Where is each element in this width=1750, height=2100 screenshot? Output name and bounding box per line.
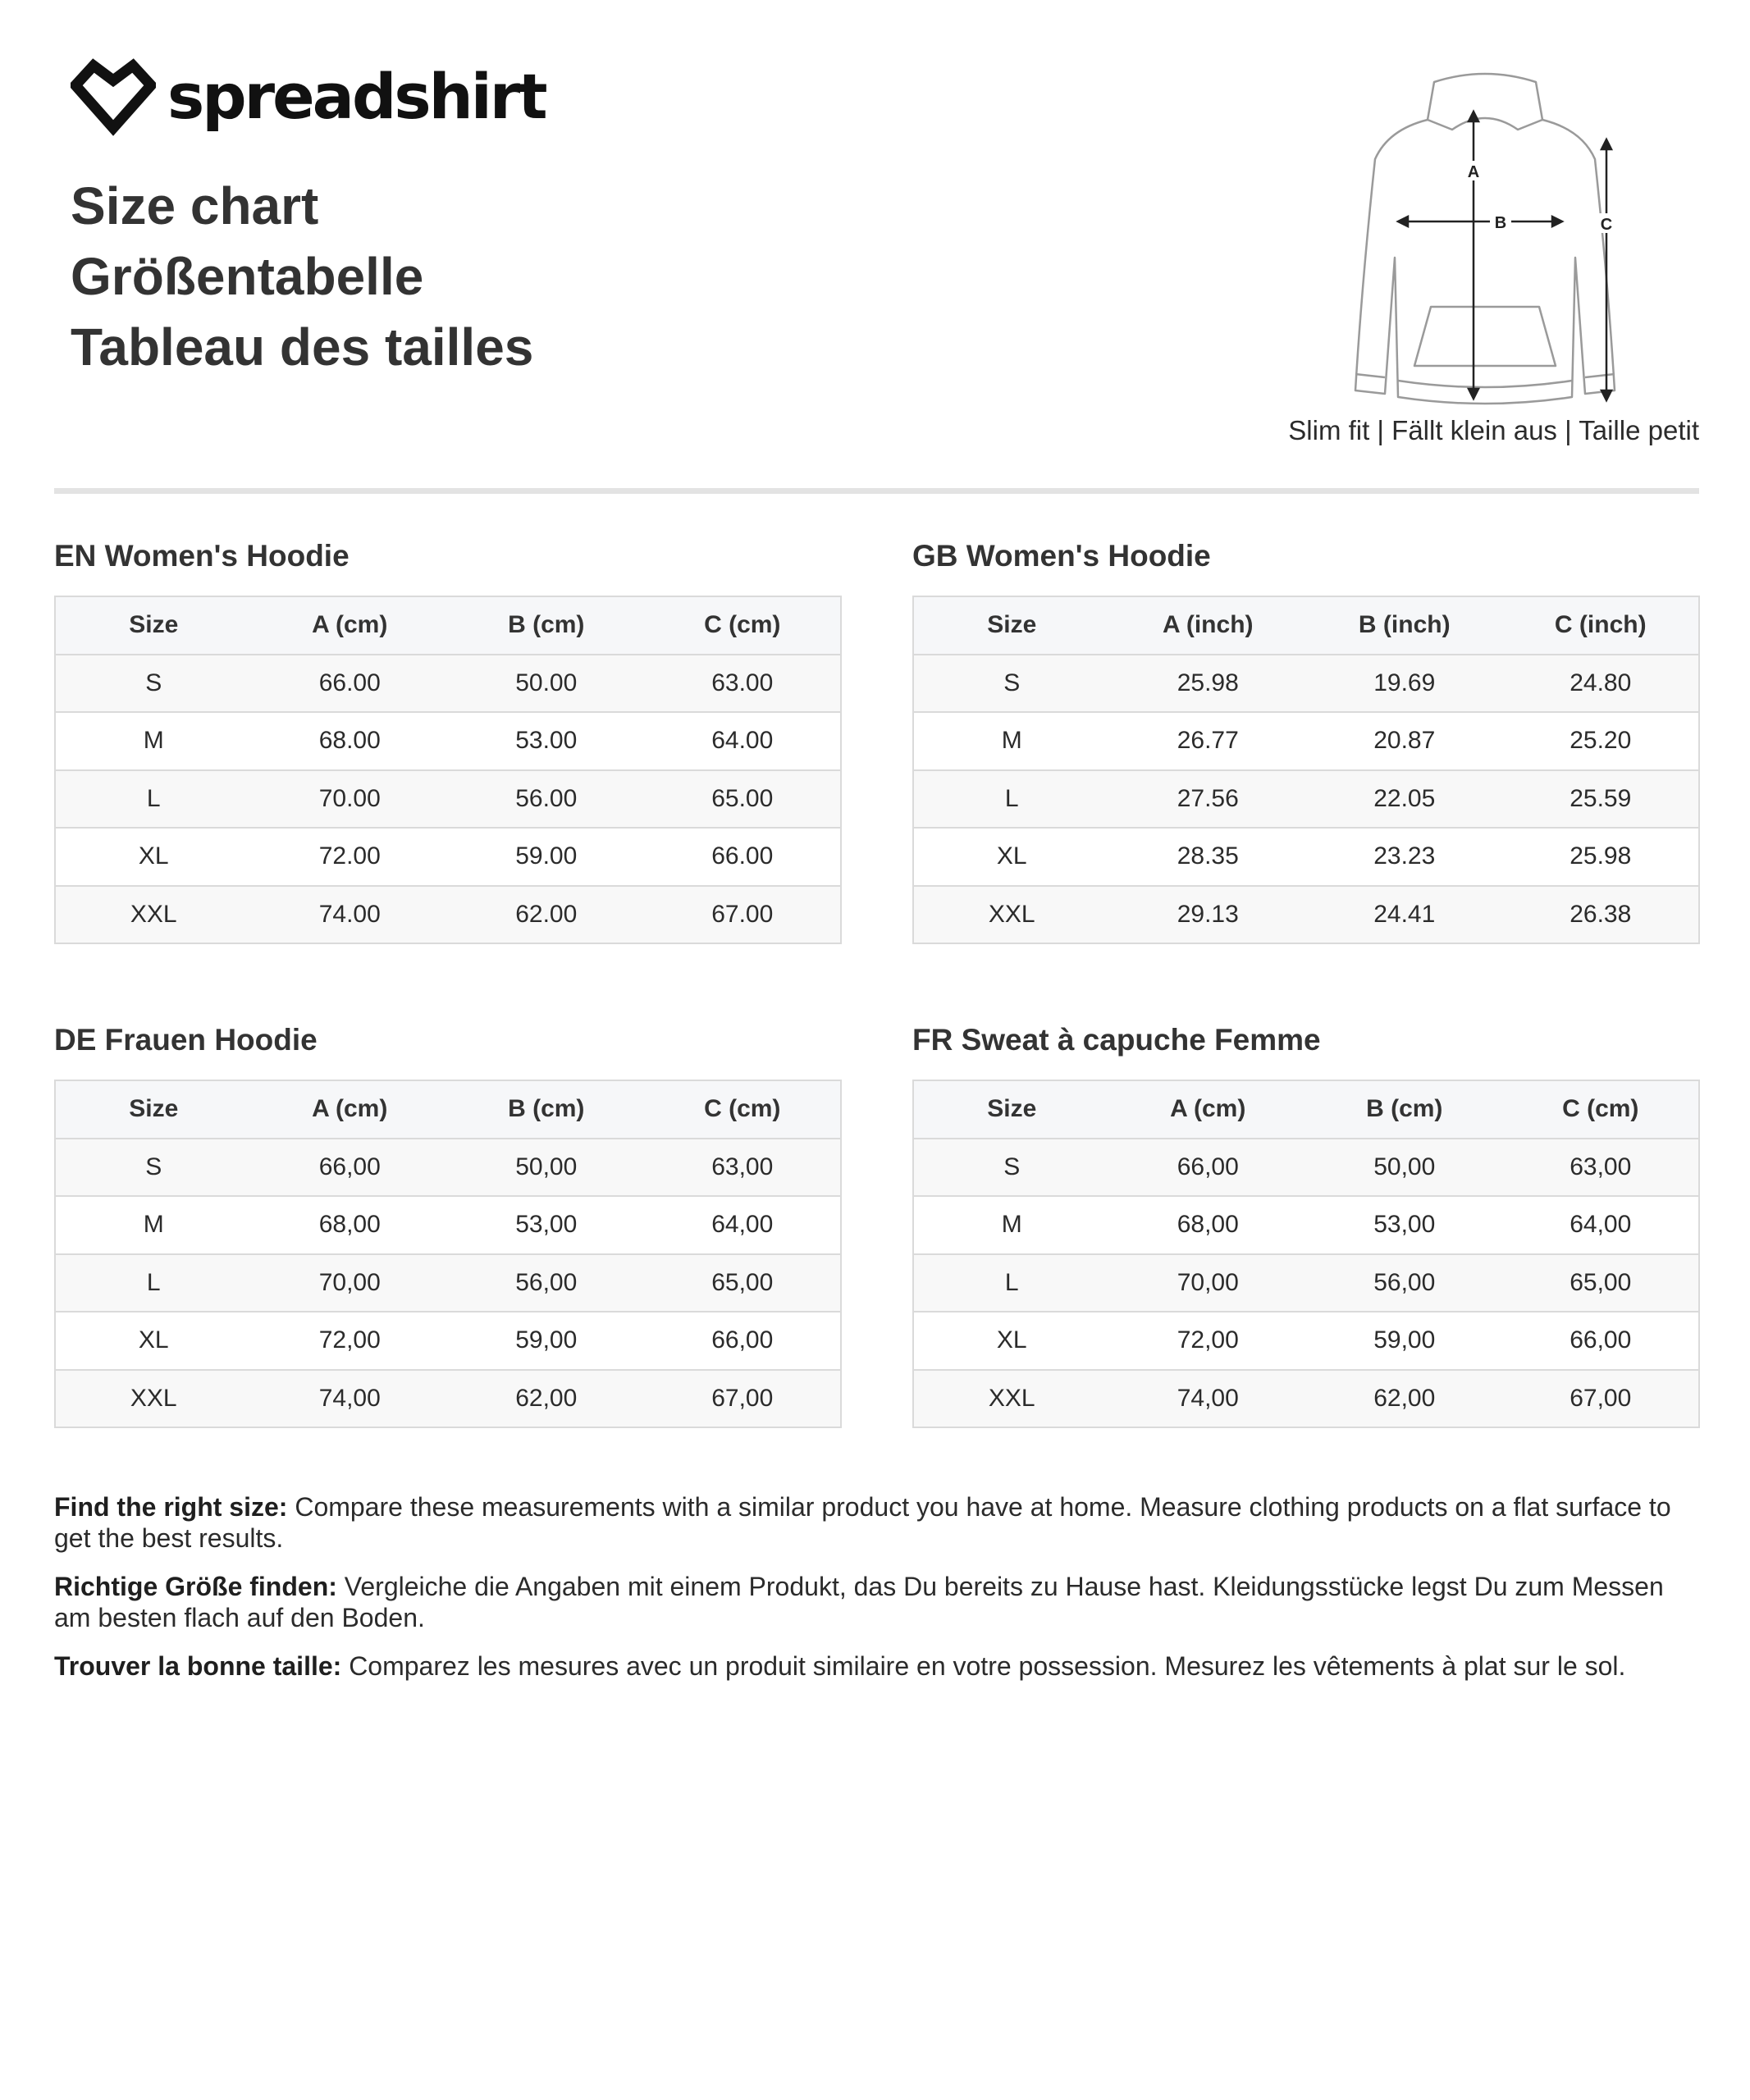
size-cell: L xyxy=(55,770,252,829)
column-header: A (cm) xyxy=(252,596,449,655)
table-row xyxy=(913,712,1699,770)
measurement-cell: 64,00 xyxy=(1503,1196,1700,1254)
size-cell: L xyxy=(913,1254,1110,1312)
table-row xyxy=(913,828,1699,886)
table-row xyxy=(913,655,1699,713)
table-row xyxy=(55,828,841,886)
column-header: B (cm) xyxy=(1306,1080,1503,1139)
column-header: C (inch) xyxy=(1503,596,1700,655)
measurement-cell: 68,00 xyxy=(1110,1196,1307,1254)
table-row xyxy=(913,1139,1699,1197)
table-row xyxy=(55,712,841,770)
table-row xyxy=(55,886,841,944)
measurement-cell: 56,00 xyxy=(448,1254,645,1312)
fit-note: Slim fit | Fällt klein aus | Taille petit xyxy=(1288,415,1699,445)
measurement-cell: 24.41 xyxy=(1306,886,1503,944)
note-en xyxy=(54,1491,1703,1554)
size-cell: L xyxy=(913,770,1110,829)
measurement-cell: 72,00 xyxy=(1110,1312,1307,1370)
column-header: C (cm) xyxy=(645,596,842,655)
size-cell: M xyxy=(55,712,252,770)
size-table xyxy=(912,1080,1700,1428)
measurement-cell: 67,00 xyxy=(1503,1370,1700,1428)
table-row xyxy=(913,1370,1699,1428)
measurement-cell: 66,00 xyxy=(1110,1139,1307,1197)
size-cell: S xyxy=(913,655,1110,713)
title-fr: Tableau des tailles xyxy=(71,317,534,377)
note-label: Find the right size: xyxy=(54,1492,288,1522)
measurement-cell: 53.00 xyxy=(448,712,645,770)
measurement-cell: 23.23 xyxy=(1306,828,1503,886)
size-table-block-fr xyxy=(912,1022,1700,1428)
column-header: A (cm) xyxy=(1110,1080,1307,1139)
label-a: A xyxy=(1467,163,1480,181)
measurement-cell: 65,00 xyxy=(1503,1254,1700,1312)
size-cell: XL xyxy=(55,1312,252,1370)
measurement-cell: 56,00 xyxy=(1306,1254,1503,1312)
measurement-cell: 67.00 xyxy=(645,886,842,944)
measurement-cell: 74,00 xyxy=(1110,1370,1307,1428)
body-outline xyxy=(1355,120,1615,404)
hood-outline xyxy=(1428,74,1542,130)
column-header: C (cm) xyxy=(1503,1080,1700,1139)
measurement-cell: 53,00 xyxy=(448,1196,645,1254)
measurement-cell: 56.00 xyxy=(448,770,645,829)
column-header: B (cm) xyxy=(448,1080,645,1139)
measurement-cell: 25.59 xyxy=(1503,770,1700,829)
pocket-outline xyxy=(1414,307,1556,366)
size-table-block-de xyxy=(54,1022,842,1428)
size-cell: XXL xyxy=(55,886,252,944)
measurement-cell: 66.00 xyxy=(645,828,842,886)
cuff-right xyxy=(1585,374,1615,377)
table-row xyxy=(913,1196,1699,1254)
table-row xyxy=(913,770,1699,829)
size-table-block-gb xyxy=(912,538,1700,944)
measurement-cell: 66,00 xyxy=(1503,1312,1700,1370)
note-label: Trouver la bonne taille: xyxy=(54,1651,342,1681)
measurement-cell: 66,00 xyxy=(645,1312,842,1370)
note-text: Comparez les mesures avec un produit similaire en votre possession. Mesurez les vêtements à plat sur le sol. xyxy=(349,1651,1626,1681)
table-row xyxy=(55,1312,841,1370)
measurement-cell: 28.35 xyxy=(1110,828,1307,886)
cuff-left xyxy=(1355,374,1385,377)
divider xyxy=(54,488,1699,494)
column-header: Size xyxy=(913,1080,1110,1139)
column-header: A (inch) xyxy=(1110,596,1307,655)
page-titles xyxy=(71,171,533,382)
note-text: Vergleiche die Angaben mit einem Produkt, das Du bereits zu Hause hast. Kleidungsstücke legst Du zum Messen am besten flach auf den Boden. xyxy=(54,1572,1664,1632)
size-table-block-en xyxy=(54,538,842,944)
table-row xyxy=(55,655,841,713)
measurement-cell: 64,00 xyxy=(645,1196,842,1254)
measurement-cell: 50.00 xyxy=(448,655,645,713)
size-cell: S xyxy=(55,655,252,713)
note-label: Richtige Größe finden: xyxy=(54,1572,337,1601)
column-header: Size xyxy=(913,596,1110,655)
measurement-cell: 65.00 xyxy=(645,770,842,829)
column-header: Size xyxy=(55,1080,252,1139)
measurement-cell: 63.00 xyxy=(645,655,842,713)
measurement-cell: 26.38 xyxy=(1503,886,1700,944)
measurement-cell: 29.13 xyxy=(1110,886,1307,944)
size-cell: XXL xyxy=(913,1370,1110,1428)
measurement-cell: 53,00 xyxy=(1306,1196,1503,1254)
measurement-cell: 65,00 xyxy=(645,1254,842,1312)
size-cell: M xyxy=(913,712,1110,770)
size-cell: XL xyxy=(55,828,252,886)
size-table xyxy=(912,596,1700,944)
measurement-cell: 62,00 xyxy=(448,1370,645,1428)
measurement-cell: 66,00 xyxy=(252,1139,449,1197)
measurement-cell: 63,00 xyxy=(1503,1139,1700,1197)
column-header: Size xyxy=(55,596,252,655)
measurement-cell: 50,00 xyxy=(448,1139,645,1197)
measurement-cell: 59,00 xyxy=(448,1312,645,1370)
table-title: DE Frauen Hoodie xyxy=(54,1023,318,1057)
measurement-cell: 74,00 xyxy=(252,1370,449,1428)
table-title: FR Sweat à capuche Femme xyxy=(912,1023,1321,1057)
table-row xyxy=(55,1139,841,1197)
measurement-cell: 24.80 xyxy=(1503,655,1700,713)
size-cell: XXL xyxy=(913,886,1110,944)
heart-diamond-icon xyxy=(71,57,156,136)
measurement-cell: 25.98 xyxy=(1110,655,1307,713)
measurement-cell: 25.20 xyxy=(1503,712,1700,770)
size-cell: S xyxy=(55,1139,252,1197)
column-header: A (cm) xyxy=(252,1080,449,1139)
hem-line xyxy=(1398,381,1572,387)
measurement-cell: 72,00 xyxy=(252,1312,449,1370)
title-en: Size chart xyxy=(71,176,319,235)
size-cell: XL xyxy=(913,1312,1110,1370)
title-de: Größentabelle xyxy=(71,247,424,306)
measurement-cell: 20.87 xyxy=(1306,712,1503,770)
note-fr xyxy=(54,1650,1703,1682)
note-de xyxy=(54,1571,1703,1633)
measurement-cell: 70,00 xyxy=(1110,1254,1307,1312)
measurement-cell: 70,00 xyxy=(252,1254,449,1312)
table-header-row xyxy=(913,1080,1699,1139)
measurement-cell: 62,00 xyxy=(1306,1370,1503,1428)
brand-logo xyxy=(71,57,546,136)
column-header: B (inch) xyxy=(1306,596,1503,655)
measurement-cell: 50,00 xyxy=(1306,1139,1503,1197)
label-c: C xyxy=(1600,216,1613,234)
measurement-cell: 70.00 xyxy=(252,770,449,829)
size-cell: S xyxy=(913,1139,1110,1197)
brand-name: spreadshirt xyxy=(167,60,546,133)
measurement-cell: 68,00 xyxy=(252,1196,449,1254)
table-row xyxy=(55,770,841,829)
measurement-cell: 22.05 xyxy=(1306,770,1503,829)
table-row xyxy=(55,1370,841,1428)
size-cell: XL xyxy=(913,828,1110,886)
table-header-row xyxy=(913,596,1699,655)
hoodie-measurement-diagram xyxy=(1346,69,1624,413)
measurement-cell: 66.00 xyxy=(252,655,449,713)
measurement-notes xyxy=(54,1491,1703,1699)
measurement-cell: 68.00 xyxy=(252,712,449,770)
table-title: GB Women's Hoodie xyxy=(912,539,1211,573)
table-header-row xyxy=(55,596,841,655)
measurement-cell: 62.00 xyxy=(448,886,645,944)
measurement-cell: 59,00 xyxy=(1306,1312,1503,1370)
table-row xyxy=(913,886,1699,944)
table-row xyxy=(913,1312,1699,1370)
measurement-cell: 72.00 xyxy=(252,828,449,886)
size-cell: M xyxy=(55,1196,252,1254)
size-cell: M xyxy=(913,1196,1110,1254)
label-b: B xyxy=(1494,214,1507,232)
measurement-cell: 27.56 xyxy=(1110,770,1307,829)
table-row xyxy=(55,1196,841,1254)
table-row xyxy=(913,1254,1699,1312)
measurement-cell: 25.98 xyxy=(1503,828,1700,886)
note-text: Compare these measurements with a similar product you have at home. Measure clothing products on a flat surface to get the best results. xyxy=(54,1492,1671,1553)
measurement-cell: 63,00 xyxy=(645,1139,842,1197)
size-cell: L xyxy=(55,1254,252,1312)
column-header: B (cm) xyxy=(448,596,645,655)
measurement-cell: 67,00 xyxy=(645,1370,842,1428)
size-cell: XXL xyxy=(55,1370,252,1428)
measurement-cell: 74.00 xyxy=(252,886,449,944)
table-title: EN Women's Hoodie xyxy=(54,539,350,573)
measurement-cell: 64.00 xyxy=(645,712,842,770)
measurement-cell: 19.69 xyxy=(1306,655,1503,713)
column-header: C (cm) xyxy=(645,1080,842,1139)
measurement-cell: 26.77 xyxy=(1110,712,1307,770)
table-row xyxy=(55,1254,841,1312)
table-header-row xyxy=(55,1080,841,1139)
measurement-cell: 59.00 xyxy=(448,828,645,886)
size-table xyxy=(54,1080,842,1428)
size-table xyxy=(54,596,842,944)
